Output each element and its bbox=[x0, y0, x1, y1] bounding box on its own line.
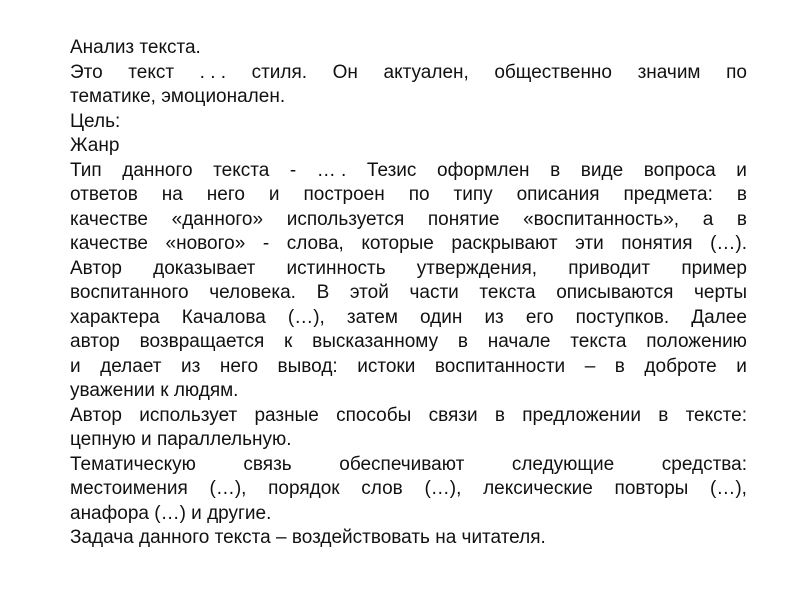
word: (…), bbox=[287, 306, 325, 328]
text-line bbox=[70, 257, 747, 282]
word: Тематическую bbox=[70, 453, 196, 475]
word: (…), bbox=[209, 478, 247, 499]
word: текста bbox=[479, 282, 536, 303]
word: а bbox=[702, 208, 714, 230]
word: обеспечивают bbox=[339, 453, 465, 475]
word: части bbox=[409, 282, 459, 303]
word: средства: bbox=[661, 453, 747, 475]
word: связь bbox=[243, 453, 292, 475]
goal-label: Цель: bbox=[70, 110, 121, 132]
text-line-last: тематике, эмоционален. bbox=[70, 86, 286, 107]
word: характера bbox=[70, 306, 160, 328]
paragraph-text-type bbox=[70, 159, 747, 404]
word: лексические bbox=[483, 478, 593, 499]
word: начале bbox=[487, 331, 551, 352]
text-line-last: уважении к людям. bbox=[70, 380, 239, 401]
word: оформлен bbox=[437, 159, 530, 181]
text-line bbox=[70, 232, 747, 257]
word: к bbox=[284, 331, 293, 352]
word: него bbox=[219, 355, 259, 377]
word: Качалова bbox=[181, 306, 266, 328]
word: по bbox=[408, 184, 430, 205]
word: Он bbox=[332, 61, 358, 83]
paragraph-style bbox=[70, 61, 747, 110]
analysis-text-block bbox=[70, 36, 747, 551]
text-line bbox=[70, 306, 747, 331]
word: его bbox=[525, 306, 554, 328]
word: – bbox=[584, 355, 596, 377]
word: и bbox=[70, 355, 81, 377]
word: тексте: bbox=[685, 404, 747, 426]
word: текст bbox=[128, 61, 175, 83]
word: типу bbox=[453, 184, 493, 205]
word: из bbox=[484, 306, 504, 328]
word: - bbox=[262, 233, 270, 254]
word: использует bbox=[139, 404, 238, 426]
word: поступков. bbox=[575, 306, 670, 328]
word: утверждения, bbox=[416, 257, 538, 279]
word: слов bbox=[361, 478, 403, 499]
word: пример bbox=[681, 257, 747, 279]
word: затем bbox=[346, 306, 398, 328]
word: предмета: bbox=[623, 184, 713, 205]
text-line bbox=[70, 477, 747, 502]
word: положению bbox=[646, 331, 747, 352]
word: общественно bbox=[494, 61, 612, 83]
word: Автор bbox=[70, 257, 122, 279]
word: актуален, bbox=[383, 61, 469, 83]
word: приводит bbox=[568, 257, 651, 279]
word: воспитанности bbox=[434, 355, 566, 377]
word: высказанному bbox=[312, 331, 439, 352]
word: вопроса bbox=[643, 159, 716, 181]
word: текста bbox=[213, 159, 270, 181]
text-line bbox=[70, 281, 747, 306]
word: стиля. bbox=[251, 61, 308, 83]
word: (…). bbox=[710, 233, 747, 254]
word: построен bbox=[303, 184, 385, 205]
word: Это bbox=[70, 61, 103, 83]
text-line bbox=[70, 159, 747, 184]
word: слова, bbox=[286, 233, 344, 254]
word: раскрывают bbox=[451, 233, 558, 254]
word: местоимения bbox=[70, 478, 188, 499]
word: воспитанного bbox=[70, 282, 189, 303]
word: из bbox=[181, 355, 201, 377]
text-line bbox=[70, 355, 747, 380]
paragraph-connections bbox=[70, 404, 747, 453]
word: (…), bbox=[424, 478, 462, 499]
word: порядок bbox=[268, 478, 340, 499]
word: на bbox=[161, 184, 183, 205]
word: Автор bbox=[70, 404, 122, 426]
word: в bbox=[736, 208, 747, 230]
word: делает bbox=[100, 355, 162, 377]
text-line-last: цепную и параллельную. bbox=[70, 429, 292, 450]
word: в bbox=[736, 184, 747, 205]
word: Тип bbox=[70, 159, 102, 181]
word: связи bbox=[428, 404, 478, 426]
word: (…), bbox=[710, 478, 747, 499]
text-line bbox=[70, 183, 747, 208]
word: Тезис bbox=[366, 159, 417, 181]
word: … . bbox=[316, 159, 347, 181]
word: в bbox=[614, 355, 625, 377]
word: черты bbox=[694, 282, 747, 303]
word: ответов bbox=[70, 184, 138, 205]
word: - bbox=[289, 159, 297, 181]
word: значим bbox=[637, 61, 701, 83]
word: «нового» bbox=[165, 233, 246, 254]
text-line bbox=[70, 208, 747, 233]
analysis-heading: Анализ текста. bbox=[70, 37, 201, 58]
word: в bbox=[457, 331, 468, 352]
word: качестве bbox=[70, 233, 148, 254]
word: один bbox=[420, 306, 463, 328]
word: используется bbox=[286, 208, 405, 230]
text-line bbox=[70, 330, 747, 355]
word: этой bbox=[349, 282, 389, 303]
conclusion-line: Задача данного текста – воздействовать на читателя. bbox=[70, 527, 546, 548]
word: возвращается bbox=[139, 331, 265, 352]
word: понятие bbox=[427, 208, 500, 230]
text-line bbox=[70, 61, 747, 86]
word: по bbox=[726, 61, 747, 83]
word: и bbox=[736, 159, 747, 181]
word: в bbox=[658, 404, 669, 426]
word: способы bbox=[336, 404, 412, 426]
word: вывод: bbox=[277, 355, 338, 377]
word: описываются bbox=[556, 282, 674, 303]
word: повторы bbox=[614, 478, 689, 499]
word: которые bbox=[361, 233, 434, 254]
word: истинность bbox=[286, 257, 386, 279]
word: доброте bbox=[644, 355, 717, 377]
word: Далее bbox=[691, 306, 747, 328]
word: человека. bbox=[209, 282, 296, 303]
text-line bbox=[70, 453, 747, 478]
word: и bbox=[736, 355, 747, 377]
word: текста bbox=[570, 331, 627, 352]
word: и bbox=[268, 184, 280, 205]
word: разные bbox=[254, 404, 319, 426]
word: предложении bbox=[522, 404, 641, 426]
word: «воспитанность», bbox=[523, 208, 680, 230]
word: . . . bbox=[199, 61, 227, 83]
word: В bbox=[316, 282, 330, 303]
word: данного bbox=[122, 159, 193, 181]
text-line-last: анафора (…) и другие. bbox=[70, 502, 272, 524]
word: понятия bbox=[621, 233, 693, 254]
word: автор bbox=[70, 331, 120, 352]
word: эти bbox=[575, 233, 604, 254]
word: истоки bbox=[357, 355, 416, 377]
word: доказывает bbox=[153, 257, 256, 279]
word: в bbox=[494, 404, 505, 426]
paragraph-thematic-links bbox=[70, 453, 747, 527]
word: следующие bbox=[511, 453, 615, 475]
word: виде bbox=[580, 159, 624, 181]
text-line bbox=[70, 404, 747, 429]
word: описания bbox=[516, 184, 600, 205]
genre-label: Жанр bbox=[70, 135, 120, 156]
word: «данного» bbox=[171, 208, 264, 230]
word: качестве bbox=[70, 208, 148, 230]
word: в bbox=[550, 159, 561, 181]
word: него bbox=[206, 184, 245, 205]
